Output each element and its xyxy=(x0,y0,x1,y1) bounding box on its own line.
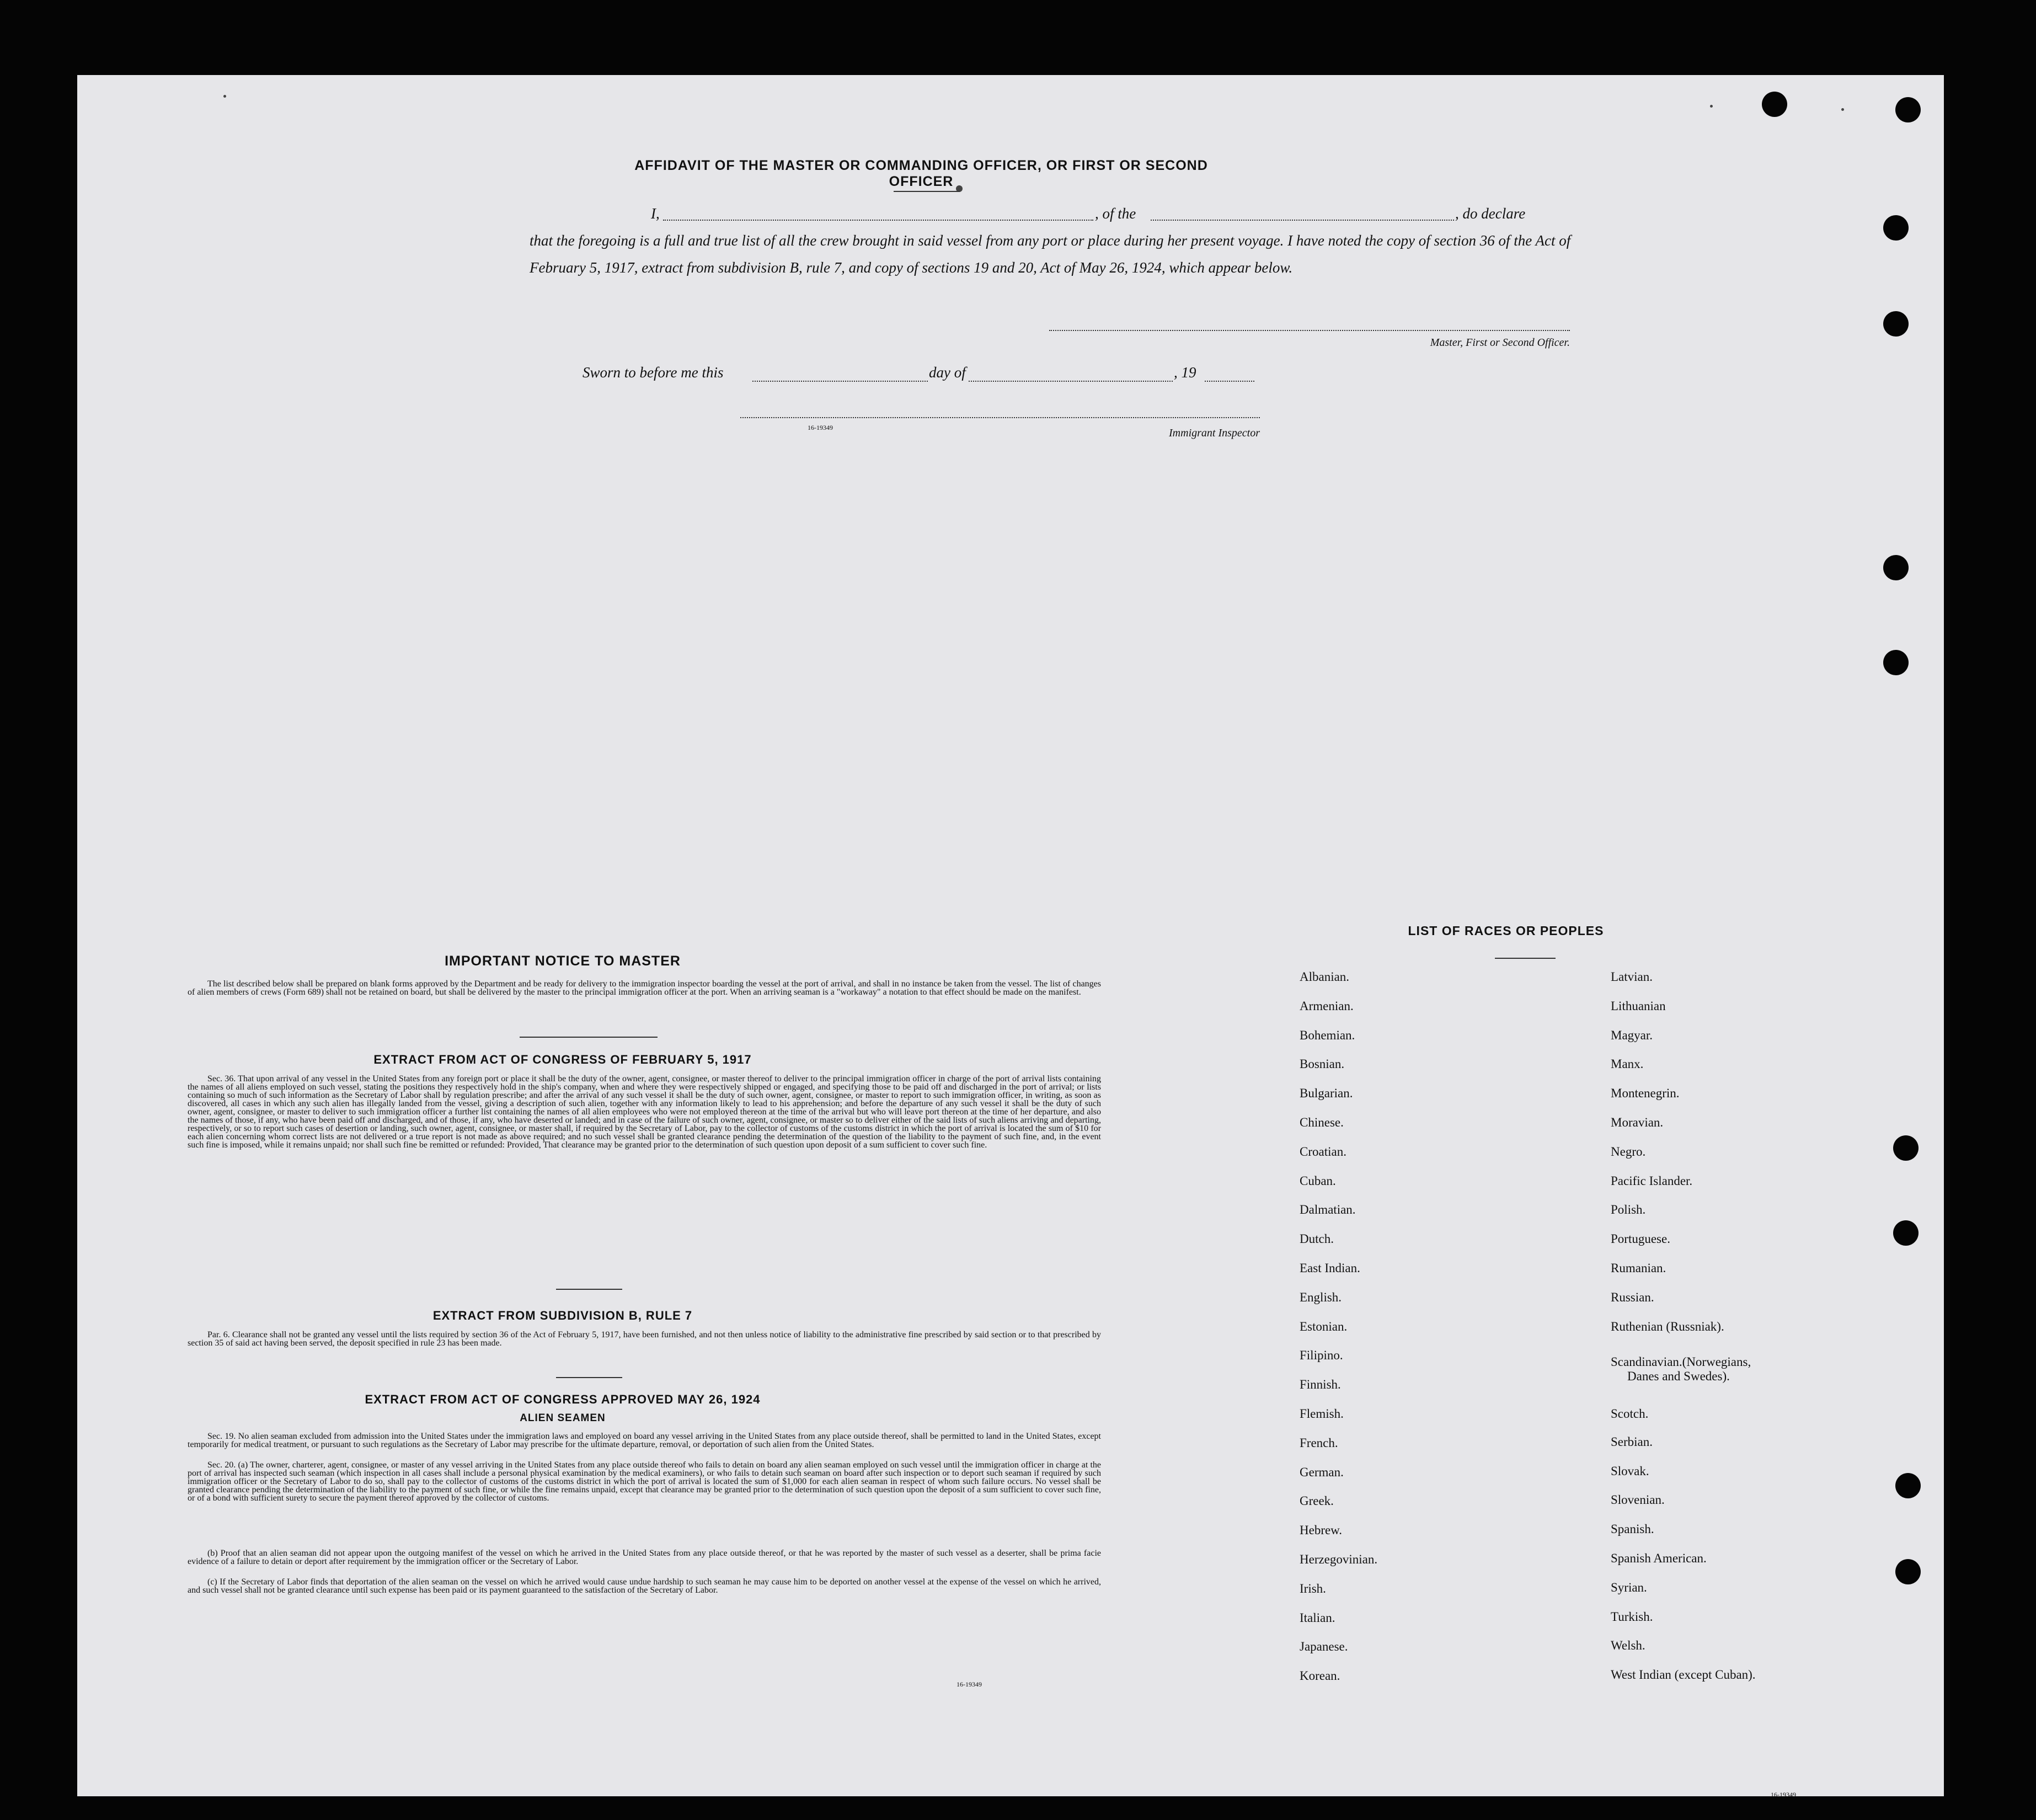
race-item: Finnish. xyxy=(1300,1378,1341,1392)
race-item: Croatian. xyxy=(1300,1144,1346,1159)
punch-hole xyxy=(1883,215,1909,241)
master-signature-label: Master, First or Second Officer. xyxy=(1430,337,1570,349)
race-item: West Indian (except Cuban). xyxy=(1611,1668,1756,1682)
race-item: German. xyxy=(1300,1465,1344,1479)
race-item: Armenian. xyxy=(1300,999,1354,1013)
sworn-year-label: , 19 xyxy=(1174,364,1196,381)
inspector-signature-line[interactable] xyxy=(740,416,1260,418)
race-item: Hebrew. xyxy=(1300,1523,1343,1538)
extract1-title: EXTRACT FROM ACT OF CONGRESS OF FEBRUARY 5, 1917 xyxy=(373,1053,752,1066)
races-title: LIST OF RACES OR PEOPLES xyxy=(1408,924,1604,938)
sworn-month-field[interactable] xyxy=(969,364,1173,382)
notice-title: IMPORTANT NOTICE TO MASTER xyxy=(445,953,681,969)
sworn-day-label: day of xyxy=(929,364,966,381)
punch-hole xyxy=(1883,555,1909,580)
race-item: Moravian. xyxy=(1611,1116,1664,1129)
race-item: Cuban. xyxy=(1300,1173,1336,1188)
affidavit-form-number: 16-19349 xyxy=(808,424,833,431)
vessel-prefix: , of the xyxy=(1095,205,1136,222)
race-item: Manx. xyxy=(1611,1057,1644,1071)
master-signature-line[interactable] xyxy=(1049,329,1570,331)
race-item: Welsh. xyxy=(1611,1638,1645,1653)
race-item: Spanish. xyxy=(1611,1522,1654,1536)
race-item: Spanish American. xyxy=(1611,1551,1707,1565)
race-item: Turkish. xyxy=(1611,1609,1653,1624)
race-item: Chinese. xyxy=(1300,1116,1344,1129)
extract3-form-number: 16-19349 xyxy=(956,1680,982,1688)
race-item: Korean. xyxy=(1300,1669,1340,1683)
race-item: Bulgarian. xyxy=(1300,1086,1353,1101)
extract2-text: Par. 6. Clearance shall not be granted any vessel until the lists required by section 36 of the Act of February 5, 1917, have been furnished, and not then unless notice of liability to the administrative fine prescribed by said section or to that prescribed by section 35 of said act having been served, the deposit specified in rule 23 has been made. xyxy=(188,1330,1101,1348)
extract3-sec19: Sec. 19. No alien seaman excluded from admission into the United States under the immigration laws and employed on board any vessel arriving in the United States from any place outside thereof, shall be permitted to land in the United States, except temporarily for medical treatment, or pursuant to such regulations as the Secretary of Labor may prescribe for the ultimate departure, removal, or deportation of such alien from the United States. xyxy=(188,1432,1101,1449)
sworn-prefix: Sworn to before me this xyxy=(583,364,724,381)
race-item: Russian. xyxy=(1611,1290,1654,1304)
races-divider xyxy=(1495,958,1556,959)
extract3-sec20a: Sec. 20. (a) The owner, charterer, agent, consignee, or master of any vessel arriving in the United States from any place outside thereof who fails to detain on board any alien seaman employed on such vessel until the immigration officer in charge at the port of arrival has inspected such seaman (which inspection in all cases shall include a personal physical examination by the medical examiners), or who fails to detain such seaman on board after such inspection or to deport such seaman if required by such immigration officer or the Secretary of Labor to do so, shall pay to the collector of customs of the customs district in which the port of arrival is located the sum of $1,000 for each alien seaman in respect of whom such failure occurs. No vessel shall be granted clearance pending the determination of the liability to the payment of such fine, or while the fine remains unpaid, except that clearance may be granted prior to the determination of such question upon the deposit of a sum sufficient to cover such fine, or of a bond with sufficient surety to secure the payment thereof approved by the collector of customs. xyxy=(188,1460,1101,1503)
race-item: Bohemian. xyxy=(1300,1028,1355,1042)
extract2-title: EXTRACT FROM SUBDIVISION B, RULE 7 xyxy=(432,1309,693,1322)
race-item: Filipino. xyxy=(1300,1348,1343,1363)
race-item: Herzegovinian. xyxy=(1300,1552,1378,1566)
punch-hole xyxy=(1895,97,1921,122)
section-divider xyxy=(556,1377,622,1378)
race-item: Scandinavian.(Norwegians, xyxy=(1611,1355,1751,1369)
extract3-sec20b: (b) Proof that an alien seaman did not appear upon the outgoing manifest of the vessel on which he arrived in the United States from any place outside thereof, or that he was reported by the master of such vessel as a deserter, shall be prima facie evidence of a failure to detain or deport after requirement by the immigration officer or the Secretary of Labor. xyxy=(188,1549,1101,1566)
race-item: Bosnian. xyxy=(1300,1057,1345,1071)
punch-hole xyxy=(1762,92,1787,117)
section-divider xyxy=(520,1037,658,1038)
speck xyxy=(1841,108,1844,111)
punch-hole xyxy=(1895,1473,1921,1498)
race-item: Slovenian. xyxy=(1611,1493,1665,1507)
notice-text: The list described below shall be prepared on blank forms approved by the Department and be ready for delivery to the immigration inspector boarding the vessel at the port of arrival, and shall in no instance be taken from the vessel. The list of changes of alien members of crews (Form 689) shall not be retained on board, but shall be delivered by the master to the principal immigration officer at the port. When an arriving seaman is a "workaway" a notation to that effect should be made on the manifest. xyxy=(188,979,1101,997)
race-item: English. xyxy=(1300,1290,1342,1304)
race-item: Latvian. xyxy=(1611,970,1653,984)
extract3-title: EXTRACT FROM ACT OF CONGRESS APPROVED MAY 26, 1924 xyxy=(365,1392,761,1406)
title-divider xyxy=(894,191,960,192)
vessel-name-field[interactable] xyxy=(1151,205,1454,221)
section-divider xyxy=(556,1289,622,1290)
races-form-number: 16-19349 xyxy=(1771,1791,1796,1798)
race-item: Serbian. xyxy=(1611,1434,1653,1449)
punch-hole xyxy=(1883,650,1909,675)
race-item: Pacific Islander. xyxy=(1611,1173,1693,1188)
sworn-day-field[interactable] xyxy=(752,364,928,382)
extract3-subtitle: ALIEN SEAMEN xyxy=(520,1412,606,1424)
affidavit-body: that the foregoing is a full and true list of all the crew brought in said vessel from any port or place during her present voyage. I have noted the copy of section 36 of the Act of February 5, 1917, extract from subdivision B, rule 7, and copy of sections 19 and 20, Act of May 26, 1924, which appear below. xyxy=(530,232,1571,276)
race-item: Rumanian. xyxy=(1611,1261,1666,1275)
race-item: Scotch. xyxy=(1611,1407,1649,1421)
race-item: Syrian. xyxy=(1611,1580,1647,1594)
race-item: Dutch. xyxy=(1300,1232,1334,1246)
race-item: Irish. xyxy=(1300,1581,1326,1595)
race-item: French. xyxy=(1300,1435,1338,1450)
race-item: Lithuanian xyxy=(1611,999,1666,1013)
race-item: Ruthenian (Russniak). xyxy=(1611,1319,1724,1333)
race-item: Estonian. xyxy=(1300,1319,1348,1333)
race-item: East Indian. xyxy=(1300,1261,1360,1275)
declare-suffix: , do declare xyxy=(1455,205,1526,222)
race-item: Japanese. xyxy=(1300,1640,1348,1654)
race-item: Slovak. xyxy=(1611,1464,1649,1478)
race-item: Greek. xyxy=(1300,1494,1334,1508)
race-item: Danes and Swedes). xyxy=(1627,1369,1730,1384)
document-sheet xyxy=(77,75,1944,1796)
extract1-text: Sec. 36. That upon arrival of any vessel in the United States from any foreign port or place it shall be the duty of the owner, agent, consignee, or master thereof to deliver to the principal immigration officer in charge of the port of arrival lists containing the names of all aliens employed on such vessel, stating the positions they respectively hold in the ship's company, when and where they were respectively shipped or engaged, and specifying those to be paid off and discharged in the port of arrival; or lists containing so much of such information as the Secretary of Labor shall by regulation prescribe; and after the arrival of any such vessel it shall be the duty of such owner, agent, consignee, or master to report to such immigration officer, in writing, as soon as discovered, all cases in which any such alien has illegally landed from the vessel, giving a description of such alien, together with any information likely to lead to his apprehension; and before the departure of any such vessel it shall be the duty of such owner, agent, consignee, or master to deliver to such immigration officer a further list containing the names of all alien employees who were not employed thereon at the time of the arrival but who will leave port thereon at the time of her departure, and also the names of those, if any, who have been paid off and discharged, and of those, if any, who have deserted or landed; and in case of the failure of such owner, agent, consignee, or master so to deliver either of the said lists of such aliens arriving and departing, respectively, or so to report such cases of desertion or landing, such owner, agent, consignee, or master shall, if required by the Secretary of Labor, pay to the collector of customs of the customs district in which the port of arrival is located the sum of $10 for each alien concerning whom correct lists are not delivered or a true report is not made as above required; and no such vessel shall be granted clearance pending the determination of the question of the liability to the payment of such fine, and, in the event such fine is imposed, while it remains unpaid; nor shall such fine be remitted or refunded: Provided, That clearance may be granted prior to the determination of such question upon deposit of a sum sufficient to cover such fine. xyxy=(188,1074,1101,1150)
race-item: Portuguese. xyxy=(1611,1232,1670,1246)
sworn-year-field[interactable] xyxy=(1205,364,1254,382)
race-item: Flemish. xyxy=(1300,1407,1344,1421)
race-item: Italian. xyxy=(1300,1610,1335,1625)
race-item: Negro. xyxy=(1611,1144,1646,1159)
sworn-line xyxy=(583,364,1355,384)
punch-hole xyxy=(1893,1220,1919,1246)
extract3-sec20c: (c) If the Secretary of Labor finds that deportation of the alien seaman on the vessel on which he arrived would cause undue hardship to such seaman he may cause him to be deported on another vessel at the expense of the vessel on which he arrived, and such vessel shall not be granted clearance until such expense has been paid or its payment guaranteed to the satisfaction of the Secretary of Labor. xyxy=(188,1577,1101,1595)
race-item: Dalmatian. xyxy=(1300,1203,1356,1217)
race-item: Polish. xyxy=(1611,1203,1646,1217)
speck xyxy=(223,95,226,98)
affidavit-title: AFFIDAVIT OF THE MASTER OR COMMANDING OFFICER, OR FIRST OR SECOND OFFICER xyxy=(634,158,1208,189)
declarant-prefix: I, xyxy=(651,205,660,222)
punch-hole xyxy=(1893,1135,1919,1161)
race-item: Albanian. xyxy=(1300,970,1350,984)
race-item: Magyar. xyxy=(1611,1028,1653,1042)
inspector-label: Immigrant Inspector xyxy=(1169,427,1260,439)
race-item: Montenegrin. xyxy=(1611,1086,1680,1101)
declarant-name-field[interactable] xyxy=(663,205,1093,221)
punch-hole xyxy=(1895,1559,1921,1584)
punch-hole xyxy=(1883,311,1909,337)
speck xyxy=(1710,105,1713,108)
